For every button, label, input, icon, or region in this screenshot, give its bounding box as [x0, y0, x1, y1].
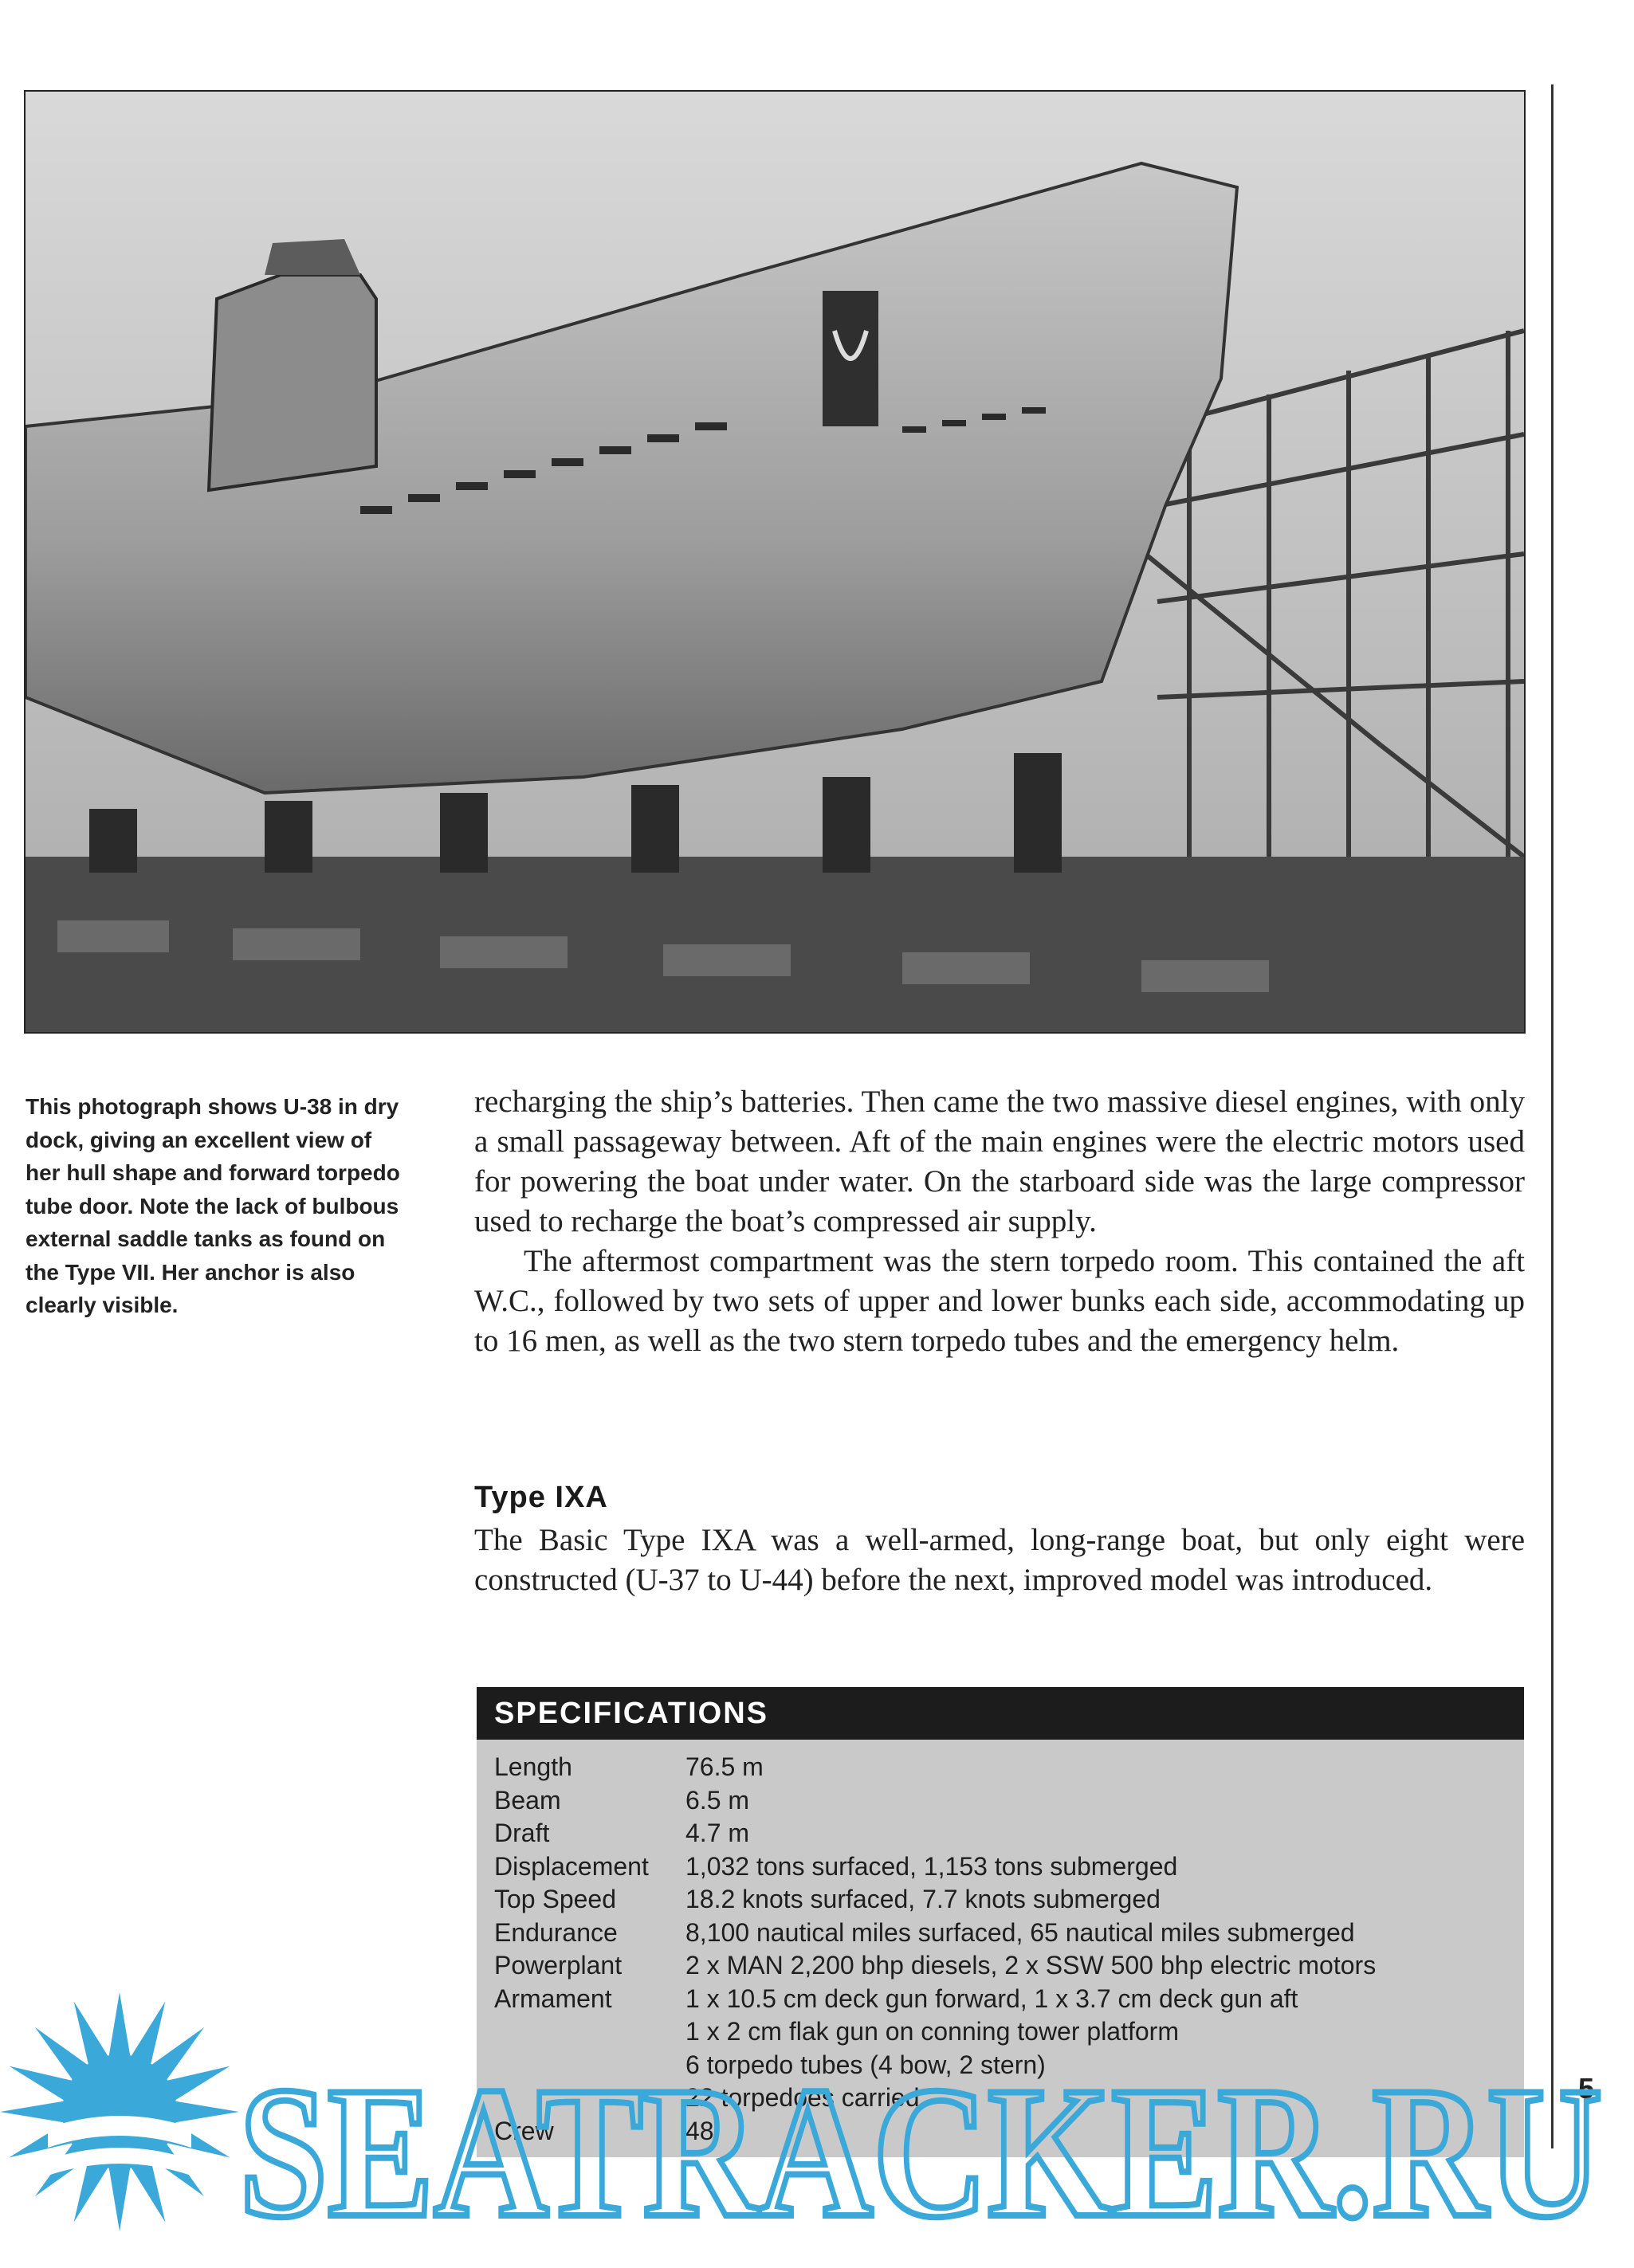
body-paragraph-1: recharging the ship’s batteries. Then came the two massive diesel engines, with only a small passageway between. Aft of the main engines were the electric motors used for powering the boat under water. On the starboard side was the large compressor used to recharge the boat’s compressed air supply.	[474, 1085, 1525, 1238]
section-heading: Type IXA	[474, 1481, 608, 1514]
spec-value: 22 torpedoes carried	[685, 2083, 920, 2112]
photo-illustration	[26, 92, 1524, 1032]
column-rule	[1551, 84, 1553, 2148]
spec-row	[494, 2049, 1376, 2082]
spec-label: Beam	[494, 1785, 561, 1815]
spec-value: 1,032 tons surfaced, 1,153 tons submerged	[685, 1851, 1178, 1881]
spec-row	[494, 1883, 1376, 1917]
spec-row	[494, 2082, 1376, 2115]
spec-label: Powerplant	[494, 1951, 623, 1980]
spec-row	[494, 1817, 1376, 1850]
spec-row	[494, 1784, 1376, 1818]
spec-value: 6 torpedo tubes (4 bow, 2 stern)	[685, 2050, 1046, 2079]
spec-value: 1 x 10.5 cm deck gun forward, 1 x 3.7 cm deck gun aft	[685, 1984, 1298, 2013]
spec-label: Length	[494, 1752, 572, 1781]
spec-value: 2 x MAN 2,200 bhp diesels, 2 x SSW 500 bhp electric motors	[685, 1951, 1377, 1980]
specifications-table	[494, 1751, 1376, 2148]
photo-caption: This photograph shows U-38 in dry dock, giving an excellent view of her hull shape and forward torpedo tube door. Note the lack of bulbous external saddle tanks as found on the Type VII. Her anchor is also clearly visible.	[26, 1094, 400, 1317]
spec-value: 4.7 m	[685, 1819, 750, 1847]
spec-value: 1 x 2 cm flak gun on conning tower platform	[685, 2017, 1179, 2046]
spec-row	[494, 2015, 1376, 2049]
spec-label	[494, 2082, 685, 2115]
spec-label: Armament	[494, 1984, 612, 2013]
specifications-box	[477, 1687, 1524, 2157]
u38-drydock-photo	[24, 90, 1526, 1034]
spec-value: 6.5 m	[685, 1785, 750, 1815]
spec-row	[494, 1983, 1376, 2016]
spec-label	[494, 2015, 685, 2049]
page-number: 5	[1578, 2072, 1595, 2105]
body-paragraph-2: The aftermost compartment was the stern torpedo room. This contained the aft W.C., followed by two sets of upper and lower bunks each side, accommodating up to 16 men, as well as the two stern torpedo tubes and the emergency helm.	[474, 1244, 1525, 1358]
spec-label	[494, 2049, 685, 2082]
sun-icon	[0, 1992, 239, 2231]
spec-row	[494, 1949, 1376, 1983]
spec-value: 8,100 nautical miles surfaced, 65 nautical miles submerged	[685, 1917, 1355, 1947]
specifications-title: SPECIFICATIONS	[477, 1687, 1524, 1740]
spec-row	[494, 1917, 1376, 1950]
spec-label: Endurance	[494, 1917, 618, 1947]
spec-row	[494, 1751, 1376, 1784]
spec-label: Top Speed	[494, 1885, 617, 1913]
spec-label: Crew	[494, 2116, 554, 2145]
spec-label: Displacement	[494, 1851, 649, 1881]
spec-value: 76.5 m	[685, 1752, 764, 1781]
section-body	[474, 1521, 1525, 1600]
section-paragraph: The Basic Type IXA was a well-armed, long-range boat, but only eight were constructed (U-37 to U-44) before the next, improved model was introduced.	[474, 1523, 1525, 1597]
spec-row	[494, 2115, 1376, 2148]
watermark-text: SEATRACKER.RU	[239, 2049, 1602, 2257]
spec-value: 18.2 knots surfaced, 7.7 knots submerged	[685, 1885, 1161, 1913]
spec-value: 48	[685, 2116, 714, 2145]
spec-label: Draft	[494, 1819, 550, 1847]
body-text	[474, 1082, 1525, 1361]
spec-row	[494, 1850, 1376, 1884]
